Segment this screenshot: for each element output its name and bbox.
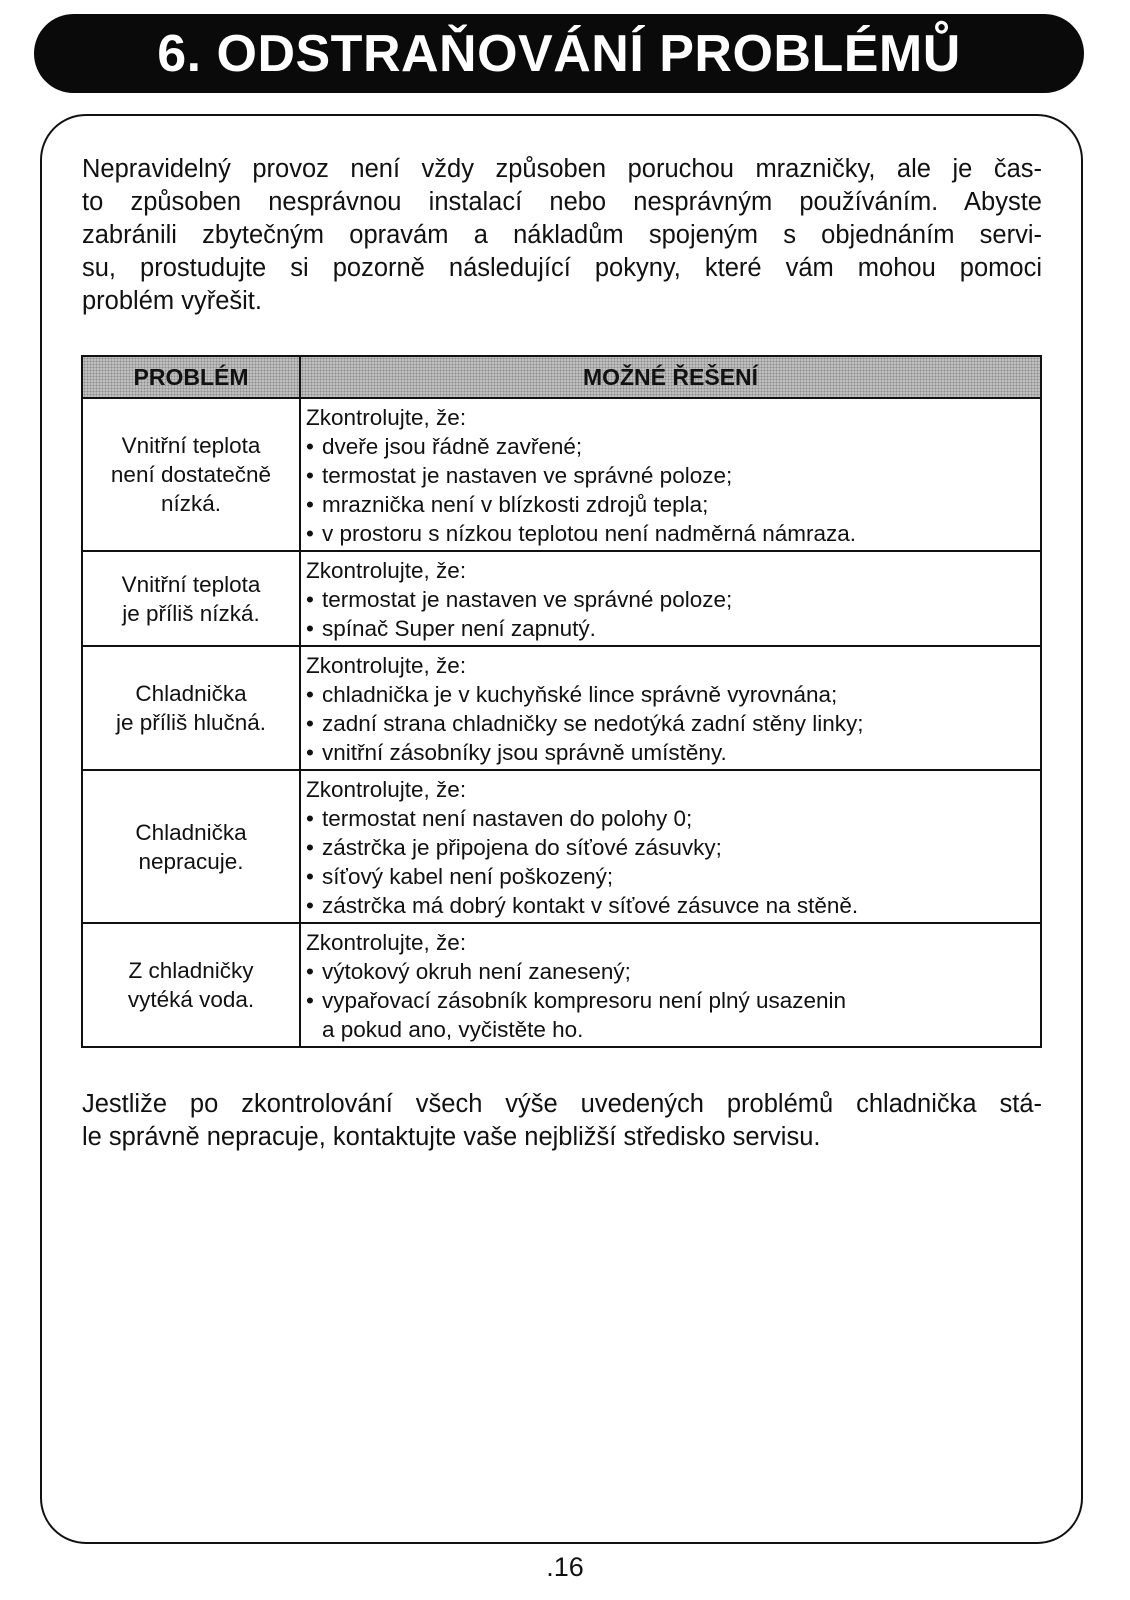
problem-text: Chladnička xyxy=(135,681,247,706)
problem-text: je příliš nízká. xyxy=(122,600,260,626)
bullet-icon: • xyxy=(306,587,314,612)
intro-paragraph xyxy=(82,153,1042,318)
closing-paragraph xyxy=(82,1088,1042,1154)
problem-text: nepracuje. xyxy=(138,848,244,874)
bullet-icon: • xyxy=(306,959,314,984)
problem-text: není dostatečně xyxy=(110,462,272,487)
solution-text: dveře jsou řádně zavřené; xyxy=(322,434,583,459)
solution-text: síťový kabel není poškozený; xyxy=(322,864,614,889)
problem-text: vytéká voda. xyxy=(127,987,255,1012)
section-title: 6. ODSTRAŇOVÁNÍ PROBLÉMŮ xyxy=(157,24,961,83)
bullet-icon: • xyxy=(306,711,314,736)
solution-item xyxy=(306,519,1036,548)
intro-line: problém vyřešit. xyxy=(82,287,262,315)
solution-list xyxy=(306,957,1036,1044)
solution-text: a pokud ano, vyčistěte ho. xyxy=(322,1017,584,1042)
solution-heading: Zkontrolujte, že: xyxy=(306,653,467,678)
bullet-icon: • xyxy=(306,864,314,889)
solution-text: vypařovací zásobník kompresoru není plný usazenin xyxy=(322,988,847,1013)
problem-cell xyxy=(82,646,300,770)
solution-cell xyxy=(300,551,1041,646)
solution-list xyxy=(306,432,1036,548)
problem-cell xyxy=(82,398,300,551)
solution-text: mraznička není v blízkosti zdrojů tepla; xyxy=(322,492,709,517)
intro-line: zabránili zbytečným opravám a nákladům spojeným s objednáním servi- xyxy=(82,221,1042,249)
bullet-icon: • xyxy=(306,835,314,860)
solution-text: vnitřní zásobníky jsou správně umístěny. xyxy=(322,740,727,765)
solution-cell xyxy=(300,398,1041,551)
solution-item xyxy=(306,614,1036,643)
bullet-icon: • xyxy=(306,682,314,707)
bullet-icon: • xyxy=(306,806,314,831)
solution-text: zadní strana chladničky se nedotýká zadní stěny linky; xyxy=(322,711,864,736)
problem-cell xyxy=(82,770,300,923)
solution-list xyxy=(306,680,1036,767)
problem-text: Vnitřní teplota xyxy=(121,571,261,597)
solution-item xyxy=(306,833,1036,862)
bullet-icon: • xyxy=(306,893,314,918)
problem-text: nízká. xyxy=(160,491,222,516)
solution-item xyxy=(306,709,1036,738)
solution-item xyxy=(306,804,1036,833)
problem-text: Z chladničky xyxy=(128,958,254,983)
table-row xyxy=(82,923,1041,1047)
bullet-icon: • xyxy=(306,616,314,641)
column-header-solution: MOŽNÉ ŘEŠENÍ xyxy=(300,356,1041,398)
solution-heading: Zkontrolujte, že: xyxy=(306,930,467,955)
bullet-icon: • xyxy=(306,740,314,765)
table-row xyxy=(82,646,1041,770)
solution-item xyxy=(306,891,1036,920)
bullet-icon: • xyxy=(306,521,314,546)
solution-item xyxy=(306,680,1036,709)
solution-text: termostat je nastaven ve správné poloze; xyxy=(322,463,733,488)
solution-text: termostat je nastaven ve správné poloze; xyxy=(322,587,733,612)
solution-item xyxy=(306,461,1036,490)
solution-heading: Zkontrolujte, že: xyxy=(306,558,467,583)
solution-list xyxy=(306,804,1036,920)
intro-line: su, prostudujte si pozorně následující pokyny, které vám mohou pomoci xyxy=(82,254,1042,282)
solution-text: v prostoru s nízkou teplotou není nadměrná námraza. xyxy=(322,521,857,546)
solution-cell xyxy=(300,646,1041,770)
bullet-icon: • xyxy=(306,463,314,488)
solution-text: termostat není nastaven do polohy 0; xyxy=(322,806,693,831)
intro-line: Nepravidelný provoz není vždy způsoben poruchou mrazničky, ale je čas- xyxy=(82,155,1042,183)
solution-text: zástrčka je připojena do síťové zásuvky; xyxy=(322,835,722,860)
closing-line: Jestliže po zkontrolování všech výše uvedených problémů chladnička stá- xyxy=(82,1090,1042,1118)
solution-item xyxy=(306,862,1036,891)
intro-line: to způsoben nesprávnou instalací nebo nesprávným používáním. Abyste xyxy=(82,188,1042,216)
solution-cell xyxy=(300,770,1041,923)
table-row xyxy=(82,551,1041,646)
solution-cell xyxy=(300,923,1041,1047)
solution-text: zástrčka má dobrý kontakt v síťové zásuvce na stěně. xyxy=(322,893,859,918)
solution-text: výtokový okruh není zanesený; xyxy=(322,959,631,984)
problem-text: Vnitřní teplota xyxy=(121,433,261,458)
page-number: .16 xyxy=(546,1552,584,1582)
solution-item xyxy=(306,432,1036,461)
table-row xyxy=(82,770,1041,923)
table-header-row xyxy=(82,356,1041,398)
solution-text: spínač Super není zapnutý. xyxy=(322,616,596,641)
solution-item xyxy=(306,490,1036,519)
solution-heading: Zkontrolujte, že: xyxy=(306,405,467,430)
table-row xyxy=(82,398,1041,551)
bullet-icon: • xyxy=(306,492,314,517)
page-number-value: 16 xyxy=(553,1552,584,1582)
column-header-problem: PROBLÉM xyxy=(82,356,300,398)
bullet-icon: • xyxy=(306,434,314,459)
closing-line: le správně nepracuje, kontaktujte vaše nejbližší středisko servisu. xyxy=(82,1123,821,1151)
solution-item xyxy=(306,738,1036,767)
bullet-icon: • xyxy=(306,988,314,1013)
solution-item xyxy=(306,957,1036,986)
problem-cell xyxy=(82,923,300,1047)
solution-heading: Zkontrolujte, že: xyxy=(306,777,467,802)
problem-text: Chladnička xyxy=(135,819,247,845)
table-body xyxy=(82,398,1041,1047)
problem-text: je příliš hlučná. xyxy=(115,710,267,735)
solution-item xyxy=(306,585,1036,614)
solution-item xyxy=(306,986,1036,1044)
troubleshooting-table xyxy=(81,355,1042,1048)
problem-cell xyxy=(82,551,300,646)
solution-list xyxy=(306,585,1036,643)
solution-text: chladnička je v kuchyňské lince správně vyrovnána; xyxy=(322,682,838,707)
section-header xyxy=(34,14,1084,93)
